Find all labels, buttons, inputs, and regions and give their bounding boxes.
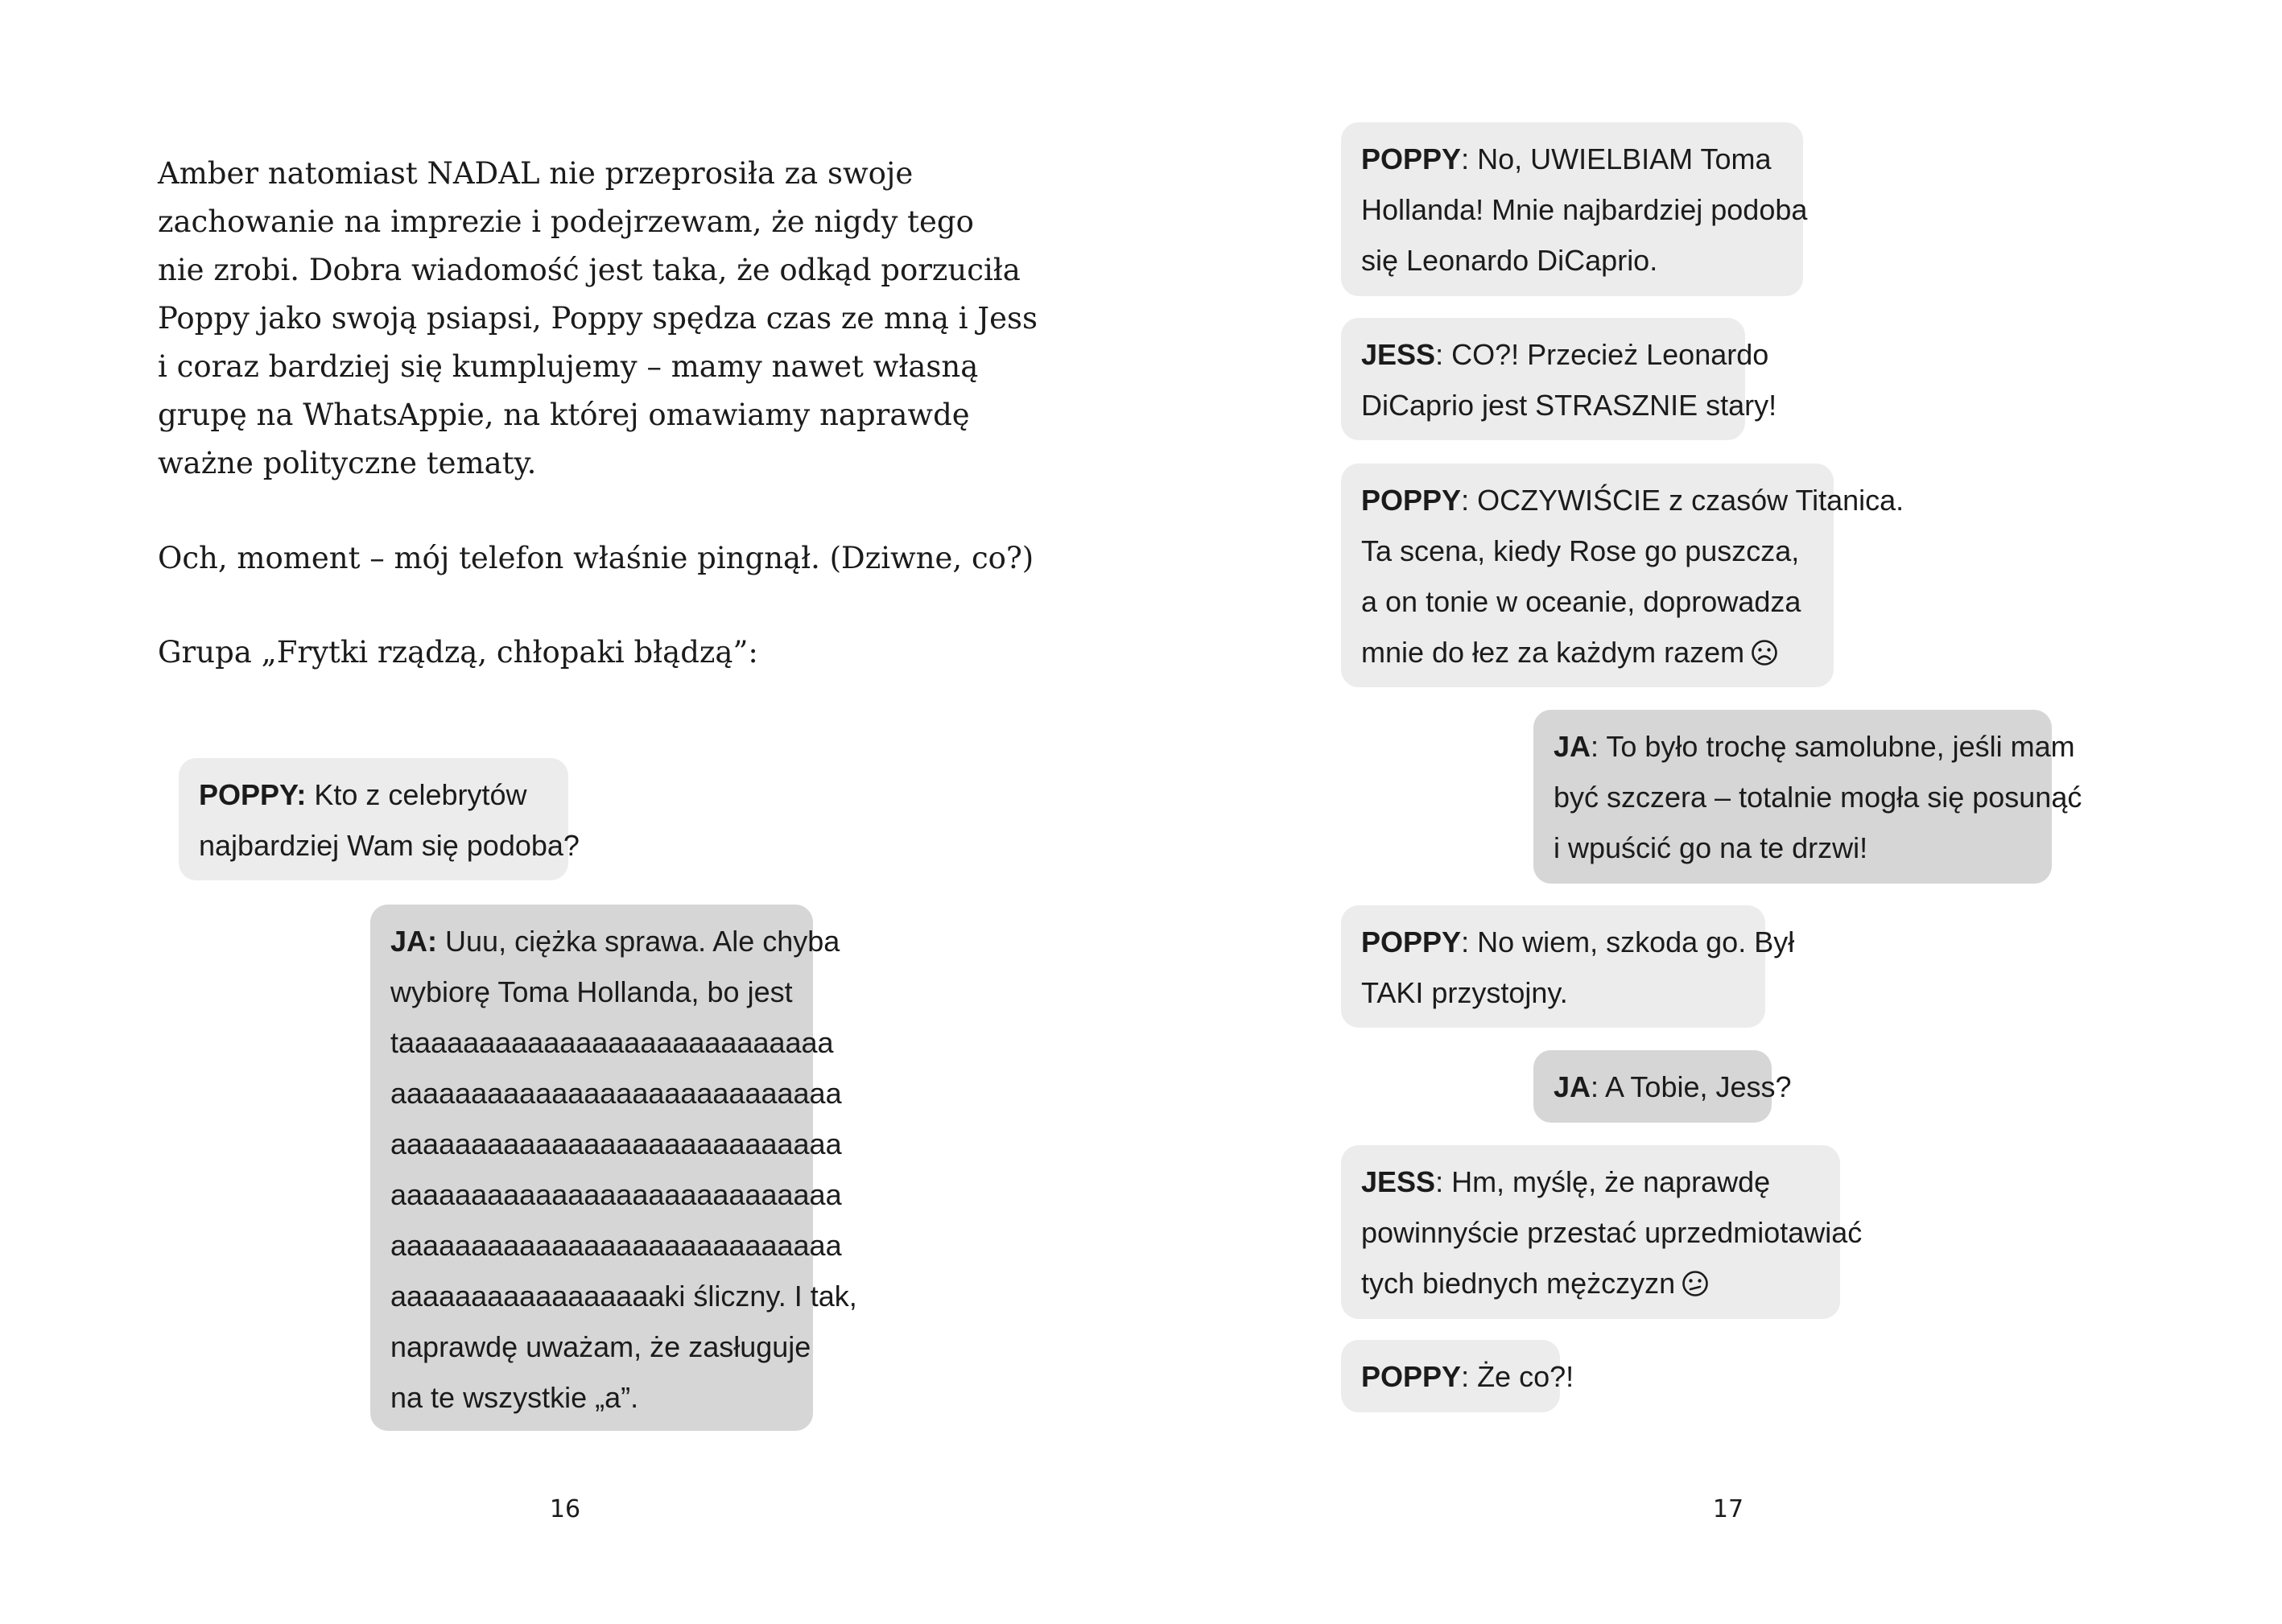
message-line: najbardziej Wam się podoba? [199,829,580,862]
message-text: mnie do łez za każdym razem [1361,636,1745,669]
paragraph-line: nie zrobi. Dobra wiadomość jest taka, że odkąd porzuciła [158,253,1021,287]
chat-bubble-poppy [1341,905,1795,1028]
message-line: Hollanda! Mnie najbardziej podoba [1361,193,1808,226]
message-text: tych biednych mężczyzn [1361,1267,1676,1300]
chat-bubble-jess [1341,1145,1863,1319]
chat-bubble-ja [1533,710,2082,884]
message-line: aaaaaaaaaaaaaaaaaaaaaaaaaaaa [390,1077,842,1110]
message-line [1361,134,1783,184]
page-number: 17 [1712,1495,1744,1523]
message-line [1361,1156,1820,1207]
paragraph-line: Poppy jako swoją psiapsi, Poppy spędza czas ze mną i Jess [158,301,1038,336]
message-text: : OCZYWIŚCIE z czasów Titanica. [1461,484,1904,517]
speaker-name: JESS [1361,1165,1436,1198]
message-line [1361,1258,1820,1309]
message-line [1361,475,1904,526]
paragraph-line: grupę na WhatsAppie, na której omawiamy naprawdę [158,398,970,432]
message-text: Kto z celebrytów [314,778,527,811]
right-page [1141,0,2282,1624]
message-text: : Hm, myślę, że naprawdę [1435,1165,1771,1198]
message-line [199,769,548,820]
message-line: TAKI przystojny. [1361,976,1568,1009]
paragraph-line: Amber natomiast NADAL nie przeprosiła za swoje [158,156,914,191]
speaker-name: POPPY [1361,484,1462,517]
speaker-name: JA [1554,1070,1591,1103]
paragraph-line: Grupa „Frytki rządzą, chłopaki błądzą”: [158,635,758,670]
message-line [1554,721,2075,772]
message-line: i wpuścić go na te drzwi! [1554,831,1868,864]
message-line: Ta scena, kiedy Rose go puszcza, [1361,534,1800,567]
paragraph-line: i coraz bardziej się kumplujemy – mamy nawet własną [158,349,979,384]
paragraph-line: zachowanie na imprezie i podejrzewam, że nigdy tego [158,204,974,239]
message-text: Uuu, ciężka sprawa. Ale chyba [445,925,840,958]
paragraph-2 [158,534,1034,583]
chat-bubble-poppy [1341,122,1808,296]
message-line: taaaaaaaaaaaaaaaaaaaaaaaaaaa [390,1026,834,1059]
paragraph-1 [158,150,1038,488]
speaker-name: POPPY [1361,925,1462,958]
speaker-name: JA: [390,925,438,958]
message-line: aaaaaaaaaaaaaaaaaaaaaaaaaaaa [390,1127,842,1160]
message-text: : To było trochę samolubne, jeśli mam [1591,730,2075,763]
sad-face-icon [1751,639,1778,666]
paragraph-line: ważne polityczne tematy. [158,446,537,480]
message-text: : No, UWIELBIAM Toma [1461,142,1772,175]
chat-bubble-ja [1533,1050,1792,1123]
message-line: być szczera – totalnie mogła się posunąć [1554,781,2082,814]
speaker-name: JA [1554,730,1591,763]
message-text: : No wiem, szkoda go. Był [1461,925,1795,958]
message-line: naprawdę uważam, że zasługuje [390,1330,811,1363]
message-line [1554,1061,1792,1112]
message-line [1361,329,1769,380]
message-line [1361,917,1795,967]
speaker-name: POPPY [1361,142,1462,175]
confused-face-icon [1682,1270,1709,1297]
chat-bubble-poppy [1341,464,1904,687]
message-line: aaaaaaaaaaaaaaaaaaaaaaaaaaaa [390,1178,842,1211]
message-text: : A Tobie, Jess? [1591,1070,1792,1103]
message-text: : CO?! Przecież Leonardo [1435,338,1769,371]
paragraph-line: Och, moment – mój telefon właśnie pingnął. (Dziwne, co?) [158,541,1034,575]
chat-bubble-jess [1341,318,1777,440]
chat-bubble-ja [370,905,857,1431]
paragraph-3 [158,629,1003,677]
message-line: się Leonardo DiCaprio. [1361,244,1658,277]
message-line: aaaaaaaaaaaaaaaaaaaaaaaaaaaa [390,1229,842,1262]
message-line: powinnyście przestać uprzedmiotawiać [1361,1216,1863,1249]
speaker-name: POPPY [1361,1360,1462,1393]
message-line: aaaaaaaaaaaaaaaaaki śliczny. I tak, [390,1280,857,1313]
message-line [390,916,840,967]
message-text: : Że co?! [1461,1360,1574,1393]
message-line: a on tonie w oceanie, doprowadza [1361,585,1801,618]
message-line: wybiorę Toma Hollanda, bo jest [390,975,793,1008]
message-line: DiCaprio jest STRASZNIE stary! [1361,389,1777,422]
page-number: 16 [549,1495,581,1523]
speaker-name: POPPY: [199,778,307,811]
message-line: na te wszystkie „a”. [390,1381,639,1414]
chat-bubble-poppy [179,758,580,880]
message-line [1361,627,1814,678]
chat-bubble-poppy [1341,1340,1574,1412]
speaker-name: JESS [1361,338,1436,371]
message-line [1361,1351,1574,1402]
